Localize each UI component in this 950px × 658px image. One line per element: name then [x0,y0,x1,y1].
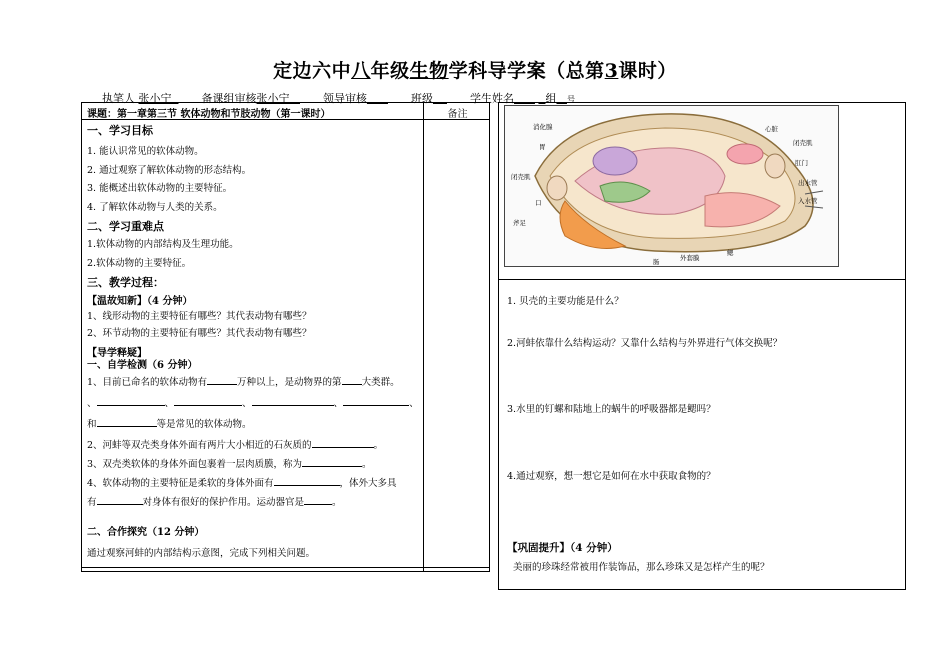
right-table [498,102,906,590]
label-gill: 鳃 [727,249,734,257]
mussel-diagram [505,106,838,266]
key-point-item: 1.软体动物的内部结构及生理功能。 [87,239,239,250]
label-anus-closer: 闭壳肌 [793,139,813,147]
label-foot: 斧足 [513,219,526,227]
class-label: 班级 [410,92,433,105]
label-stomach: 消化腺 [533,123,553,131]
label-intestine: 肠 [653,258,660,266]
label-heart: 心脏 [765,125,778,133]
selfcheck-q3: 2、河蚌等双壳类身体外面有两片大小相近的石灰质的 。 [87,440,384,451]
selfcheck-q2-tail: 和 等是常见的软体动物。 [87,419,252,430]
goal-item: 1. 能认识常见的软体动物。 [87,146,204,157]
label-mouth: 口 [535,199,542,207]
remark-header: 备注 [447,109,468,120]
coop-text: 通过观察河蚌的内部结构示意图，完成下列相关问题。 [87,548,316,559]
section-process-title: 三、教学过程： [87,276,164,289]
label-anus: 肛门 [795,159,808,167]
grade-value: 八 [351,60,371,82]
goal-item: 2. 通过观察了解软体动物的形态结构。 [87,165,252,176]
subject-value: 生物 [409,60,449,82]
number-label: 号 [566,95,575,104]
question-item: 4.通过观察，想一想它是如何在水中获取食物的？ [507,471,716,482]
selfcheck-q5: 4、软体动物的主要特征是柔软的身体外面有 ，体外大多具 [87,478,397,489]
group-label: 组 [545,92,557,105]
grade-suffix: 年级 [370,60,410,82]
school-name: 定边六中 [273,60,352,82]
selfcheck-q1: 1、目前已命名的软体动物有 万种以上，是动物界的第 大类群。 [87,377,400,388]
label-kidney: 胃 [539,143,546,151]
selfcheck-title: 一、自学检测（6 分钟） [87,360,198,371]
label-front-closer: 闭壳肌 [511,173,531,181]
title-suffix: 课时） [618,60,677,82]
lesson-topic: 课题：第一章第三节 软体动物和节肢动物（第一课时） [87,109,331,120]
review-question: 2、环节动物的主要特征有哪些？其代表动物有哪些？ [87,328,312,339]
question-item: 2.河蚌依靠什么结构运动？又靠什么结构与外界进行气体交换呢？ [507,338,783,349]
consolidate-title: 【巩固提升】（4 分钟） [507,542,618,554]
reviewer-value: 张小宁 [256,92,290,105]
selfcheck-q4: 3、双壳类软体的身体外面包裹着一层肉质膜，称为 。 [87,459,372,470]
consolidate-text: 美丽的珍珠经常被用作装饰品，那么珍珠又是怎样产生的呢？ [513,562,770,573]
selfcheck-q2-blanks: 、 、 、 、 、 [87,398,419,409]
key-point-item: 2.软体动物的主要特征。 [87,258,192,269]
selfcheck-q5-cont: 有 对身体有很好的保护作用。运动器官是 。 [87,497,342,508]
label-excurrent: 出水管 [798,179,818,187]
left-table [81,102,490,572]
goal-item: 4. 了解软体动物与人类的关系。 [87,202,223,213]
student-label: 学生姓名 [469,92,514,105]
section-keypoints-title: 二、学习重难点 [87,220,164,233]
author-value: 张小宁 [138,92,172,105]
author-label: 执笔人 [102,92,135,105]
review-title: 【温故知新】（4 分钟） [87,296,193,307]
title-mid: 学科导学案（总第 [448,60,605,82]
label-incurrent: 入水管 [798,197,818,205]
label-mantle: 外套膜 [680,254,700,262]
section-goals-title: 一、学习目标 [87,124,153,137]
reviewer-label: 备课组审核 [201,92,257,105]
leader-label: 领导审核 [323,92,367,105]
question-item: 3.水里的钉螺和陆地上的蜗牛的呼吸器都是鳃吗？ [507,404,716,415]
mussel-anatomy-figure [504,105,839,267]
question-item: 1. 贝壳的主要功能是什么？ [507,296,624,307]
lesson-number: 3 [604,60,619,82]
goal-item: 3. 能概述出软体动物的主要特征。 [87,183,233,194]
review-question: 1、线形动物的主要特征有哪些？其代表动物有哪些？ [87,311,312,322]
page-title [0,56,950,83]
guide-title: 【导学释疑】 [87,348,147,359]
coop-title: 二、合作探究（12 分钟） [87,527,205,538]
